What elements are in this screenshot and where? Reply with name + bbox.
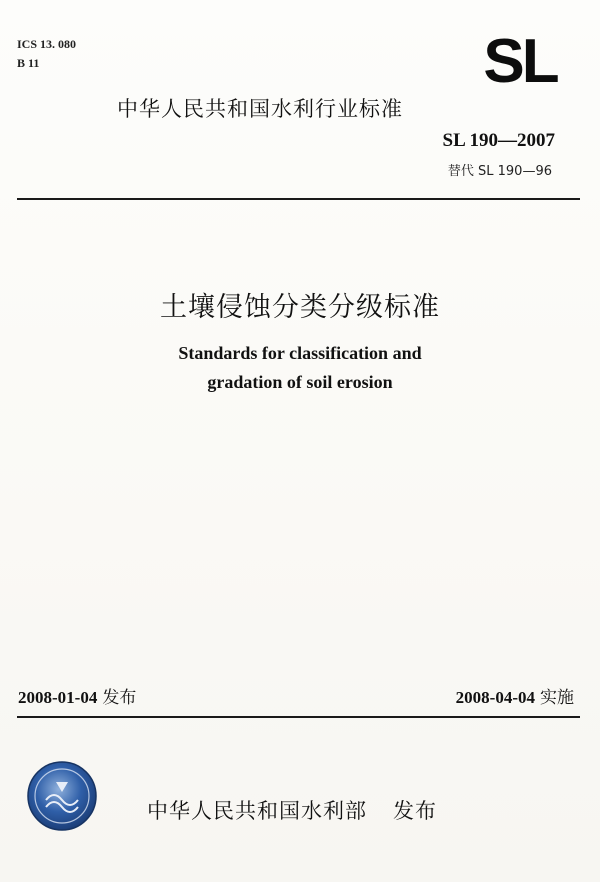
implementation-date-label: 实施 bbox=[540, 688, 574, 708]
top-divider bbox=[17, 198, 580, 200]
sl-logo-text: SL bbox=[483, 32, 557, 88]
title-english-line2: gradation of soil erosion bbox=[207, 372, 393, 392]
publisher-name: 中华人民共和国水利部 bbox=[147, 799, 367, 823]
ics-code: ICS 13. 080 bbox=[17, 37, 77, 51]
implementation-date-value: 2008-04-04 bbox=[455, 688, 535, 707]
publisher-label: 发布 bbox=[393, 799, 437, 823]
standard-number: SL 190—2007 bbox=[442, 130, 555, 151]
title-english-line1: Standards for classification and bbox=[178, 343, 422, 363]
sl-logo bbox=[470, 32, 570, 88]
title-chinese: 土壤侵蚀分类分级标准 bbox=[160, 292, 440, 323]
bottom-divider bbox=[17, 716, 580, 718]
ministry-emblem-icon bbox=[26, 760, 98, 832]
classification-code: B 11 bbox=[17, 56, 40, 70]
issue-date-value: 2008-01-04 bbox=[18, 688, 98, 707]
issue-date bbox=[18, 683, 136, 708]
replaced-standard: 替代 SL 190—96 bbox=[447, 164, 552, 179]
issue-date-label: 发布 bbox=[102, 688, 137, 708]
issuing-category: 中华人民共和国水利行业标准 bbox=[117, 97, 403, 121]
implementation-date bbox=[456, 683, 574, 708]
publisher bbox=[147, 795, 437, 825]
